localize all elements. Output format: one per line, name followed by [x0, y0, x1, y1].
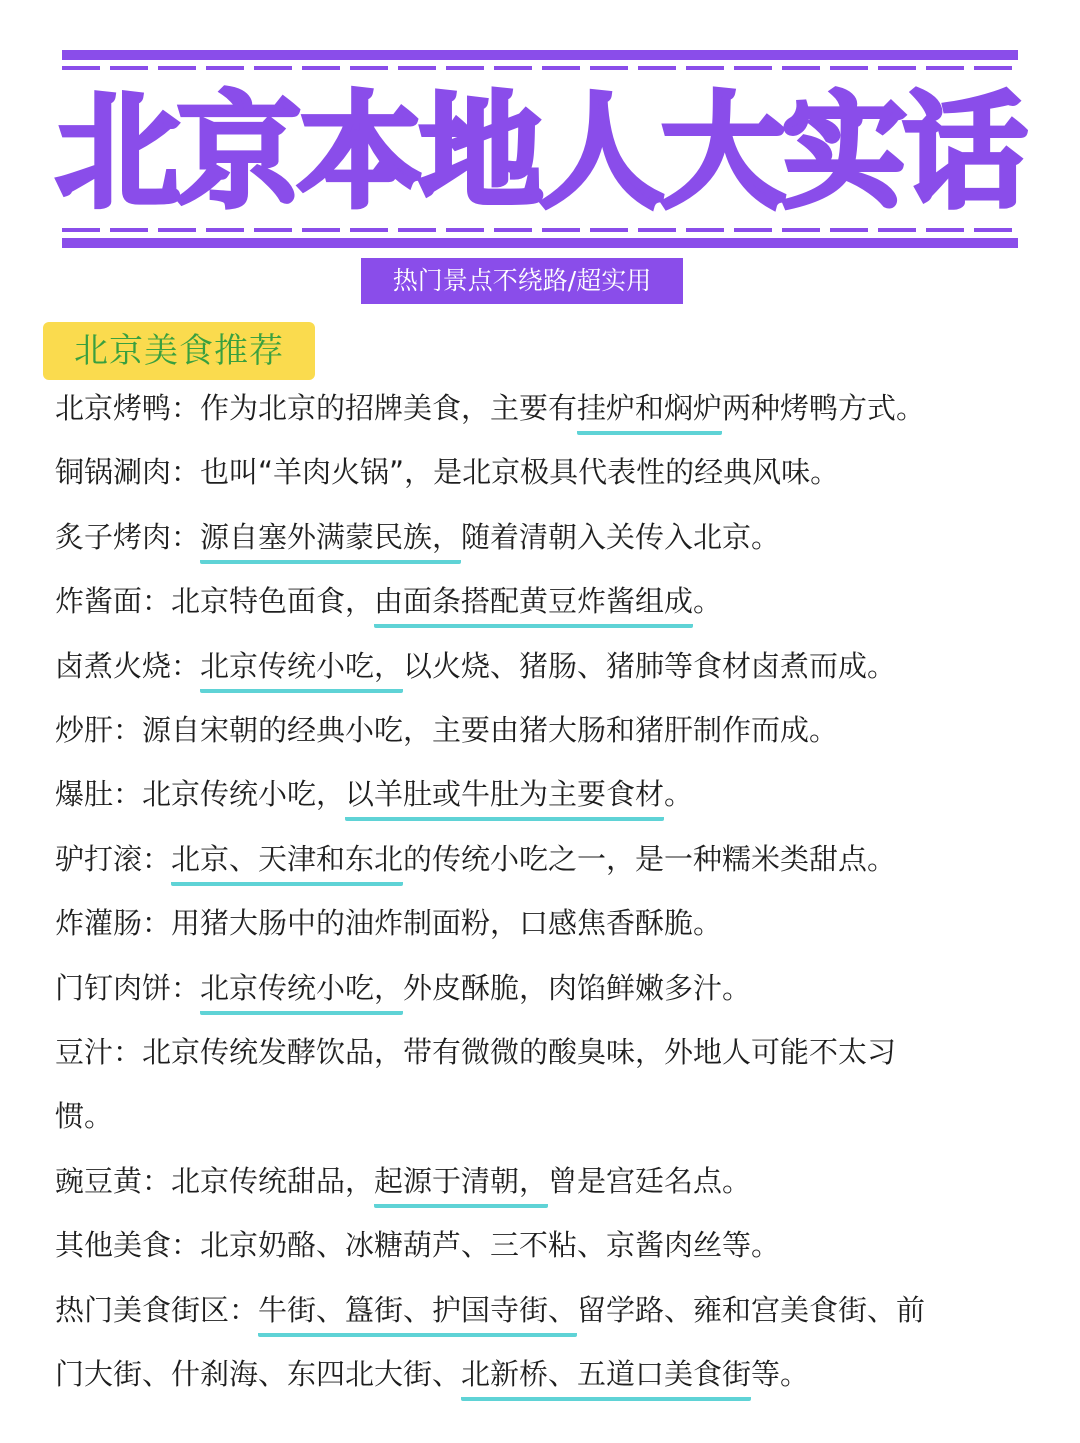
item-text: 曾是宫廷名点。 [548, 1163, 752, 1198]
item-highlight: 北京传统小吃， [200, 649, 403, 693]
bottom-bar [62, 238, 1018, 248]
list-item [55, 762, 1015, 826]
item-text: 北京奶酪、冰糖葫芦、三不粘、京酱肉丝等。 [200, 1228, 781, 1263]
bottom-dashed-line [62, 228, 1018, 232]
item-highlight: 北新桥、五道口美食街 [461, 1357, 751, 1401]
item-text: 北京传统小吃， [142, 777, 346, 812]
item-text: 等。 [751, 1357, 810, 1392]
item-highlight: 挂炉和焖炉 [577, 391, 722, 435]
list-item [55, 891, 1015, 955]
item-name: 卤煮火烧： [55, 648, 201, 683]
item-text: 的传统小吃之一，是一种糯米类甜点。 [403, 841, 897, 876]
item-text: 作为北京的招牌美食，主要有 [200, 391, 578, 425]
list-item [55, 376, 1015, 440]
item-text: 留学路、雍和宫美食街、前 [577, 1292, 926, 1327]
item-highlight: 起源于清朝， [374, 1164, 548, 1208]
item-name: 炙子烤肉： [55, 519, 201, 554]
item-text: 。 [693, 584, 723, 619]
list-item [55, 698, 1015, 762]
top-dashed-line [62, 66, 1018, 70]
list-item [55, 827, 1015, 891]
item-name: 北京烤鸭： [55, 391, 201, 425]
item-highlight: 源自塞外满蒙民族， [200, 520, 461, 564]
list-item [55, 1278, 1015, 1407]
item-name: 热门美食街区： [55, 1292, 259, 1327]
item-text: 外皮酥脆，肉馅鲜嫩多汁。 [403, 970, 752, 1005]
item-text: 。 [664, 777, 694, 812]
item-name: 炸灌肠： [55, 906, 172, 941]
item-name: 铜锅涮肉： [55, 455, 201, 490]
item-text: 两种烤鸭方式。 [722, 391, 926, 425]
item-text: 北京传统发酵饮品，带有微微的酸臭味，外地人可能不太习 [142, 1035, 897, 1070]
list-item [55, 1149, 1015, 1213]
item-text-continued: 门大街、什刹海、东四北大街、 [55, 1357, 462, 1392]
item-text: 随着清朝入关传入北京。 [461, 519, 781, 554]
list-item [55, 634, 1015, 698]
item-highlight: 北京传统小吃， [200, 971, 403, 1015]
item-name: 其他美食： [55, 1228, 201, 1263]
item-text-continued: 惯。 [55, 1099, 114, 1134]
item-highlight: 以羊肚或牛肚为主要食材 [345, 777, 664, 821]
item-text: 北京传统甜品， [171, 1163, 375, 1198]
section-title: 北京美食推荐 [43, 322, 315, 380]
item-text: 也叫“羊肉火锅”，是北京极具代表性的经典风味。 [200, 455, 840, 490]
list-item [55, 569, 1015, 633]
list-item [55, 440, 1015, 504]
item-name: 炒肝： [55, 713, 143, 748]
item-text: 北京特色面食， [171, 584, 375, 619]
list-item [55, 1020, 1015, 1149]
item-name: 炸酱面： [55, 584, 172, 619]
item-name: 门钉肉饼： [55, 970, 201, 1005]
food-list [55, 376, 1015, 1407]
item-name: 驴打滚： [55, 841, 172, 876]
item-text: 以火烧、猪肠、猪肺等食材卤煮而成。 [403, 648, 897, 683]
item-name: 爆肚： [55, 777, 143, 812]
list-item [55, 1213, 1015, 1277]
item-highlight: 北京、天津和东北 [171, 842, 403, 886]
subtitle-badge: 热门景点不绕路/超实用 [361, 258, 683, 304]
page-title: 北京本地人大实话 [55, 81, 1024, 225]
item-highlight: 牛街、簋街、护国寺街、 [258, 1293, 577, 1337]
item-text: 源自宋朝的经典小吃，主要由猪大肠和猪肝制作而成。 [142, 713, 839, 748]
item-highlight: 由面条搭配黄豆炸酱组成 [374, 584, 693, 628]
list-item [55, 956, 1015, 1020]
top-bar [62, 50, 1018, 60]
item-name: 豆汁： [55, 1035, 143, 1070]
item-name: 豌豆黄： [55, 1163, 172, 1198]
item-text: 用猪大肠中的油炸制面粉，口感焦香酥脆。 [171, 906, 723, 941]
list-item [55, 505, 1015, 569]
